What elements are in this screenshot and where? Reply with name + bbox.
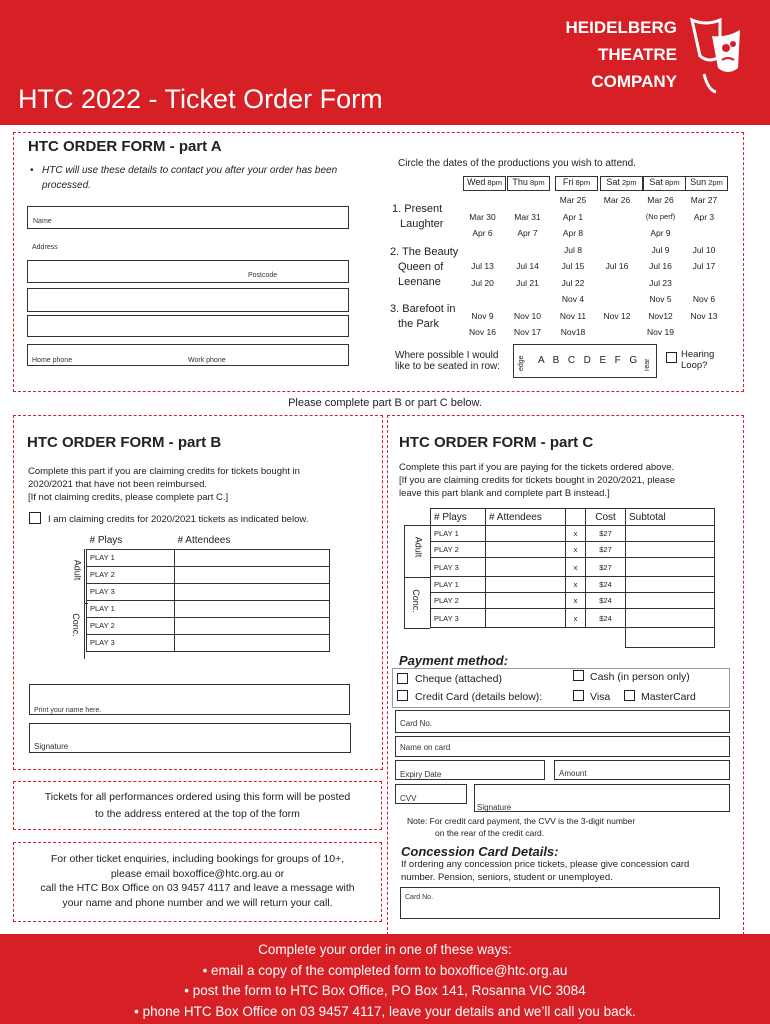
cost-cell: $24 — [586, 609, 626, 628]
attendees-cell[interactable] — [175, 600, 330, 617]
part-b-table — [86, 532, 330, 652]
subtotal-cell[interactable] — [626, 558, 715, 577]
address-field[interactable] — [27, 260, 349, 283]
subtotal-cell[interactable] — [626, 593, 715, 609]
performance-date[interactable] — [505, 291, 550, 308]
performance-date[interactable]: Nov 9 — [471, 310, 494, 321]
attendees-cell[interactable] — [486, 593, 566, 609]
part-b-conc-label: Conc. — [70, 613, 81, 637]
part-b-signature-field[interactable] — [29, 723, 351, 753]
mobile-field[interactable] — [27, 288, 349, 312]
part-b-col-attendees: # Attendees — [177, 534, 231, 546]
amount-label: Amount — [559, 769, 587, 778]
cvv-note: Note: For credit card payment, the CVV is the 3-digit number on the rear of the credit card. — [407, 816, 636, 838]
mastercard-checkbox[interactable] — [624, 690, 635, 701]
complete-part-note: Please complete part B or part C below. — [288, 397, 482, 409]
play-label: PLAY 1 — [431, 577, 486, 593]
part-a-note-text: HTC will use these details to contact you after your order has been processed. — [42, 165, 338, 191]
performance-date[interactable]: Mar 25 — [559, 195, 587, 206]
performance-date[interactable] — [505, 242, 550, 259]
footer-line-2: • email a copy of the completed form to boxoffice@htc.org.au — [202, 962, 568, 978]
multiply-sign: x — [566, 577, 586, 593]
performance-date[interactable] — [596, 275, 638, 292]
print-name-field[interactable] — [29, 684, 350, 715]
name-field[interactable] — [27, 206, 349, 229]
play-label: PLAY 3 — [87, 583, 175, 600]
attendees-cell[interactable] — [175, 549, 330, 566]
performance-date[interactable]: Nov 16 — [469, 327, 496, 338]
performance-date[interactable]: Jul 10 — [692, 244, 716, 255]
company-name-line3: COMPANY — [591, 72, 677, 91]
part-c-heading: HTC ORDER FORM - part C — [399, 434, 594, 451]
performance-date[interactable]: Nov 10 — [514, 310, 541, 321]
multiply-sign: x — [566, 558, 586, 577]
table-row — [87, 617, 330, 634]
subtotal-cell[interactable] — [626, 577, 715, 593]
subtotal-cell[interactable] — [626, 542, 715, 558]
performance-date[interactable]: Jul 9 — [651, 244, 670, 255]
performance-date[interactable]: Nov18 — [560, 327, 586, 338]
seating-row-selector[interactable] — [513, 344, 657, 378]
postcode-label: Postcode — [248, 272, 278, 279]
part-a-heading: HTC ORDER FORM - part A — [28, 138, 222, 155]
part-c-col-subtotal: Subtotal — [626, 509, 715, 526]
play-label: PLAY 2 — [87, 617, 175, 634]
part-c-conc-label: Conc. — [410, 589, 421, 613]
part-b-col-plays: # Plays — [89, 534, 123, 546]
address-label: Address — [32, 244, 58, 251]
performance-date[interactable] — [460, 192, 505, 209]
concession-heading: Concession Card Details: — [401, 844, 559, 859]
performance-date[interactable]: Jul 14 — [516, 261, 539, 272]
claim-credits-label: I am claiming credits for 2020/2021 tickets as indicated below. — [48, 514, 309, 525]
visa-label: Visa — [590, 691, 611, 703]
footer-line-1: Complete your order in one of these ways: — [258, 942, 512, 957]
part-b-adult-label: Adult — [72, 559, 83, 581]
cost-cell: $27 — [586, 558, 626, 577]
attendees-cell[interactable] — [175, 634, 330, 651]
cheque-checkbox[interactable] — [397, 673, 408, 684]
claim-credits-checkbox[interactable] — [29, 512, 41, 524]
seat-rows-letters[interactable]: A B C D E F G — [538, 355, 639, 366]
company-name — [540, 14, 677, 95]
performance-date[interactable]: Jul 8 — [564, 244, 582, 255]
performance-date[interactable] — [596, 209, 638, 226]
play-label: PLAY 2 — [431, 542, 486, 558]
payment-method-heading: Payment method: — [399, 653, 509, 668]
dates-table — [460, 192, 725, 341]
performance-date[interactable] — [460, 291, 505, 308]
part-b-description: Complete this part if you are claiming credits for tickets bought in 2020/2021 that have not been reimbursed. [If not claiming credits, please complete part C.] — [28, 466, 300, 503]
performance-date[interactable]: Mar 27 — [690, 195, 718, 206]
dates-row — [460, 242, 725, 259]
footer-line-4: • phone HTC Box Office on 03 9457 4117, leave your details and we’ll call you back. — [134, 1003, 636, 1019]
total-cell[interactable] — [626, 628, 715, 648]
performance-date[interactable]: Jul 17 — [692, 261, 716, 272]
play-label: PLAY 3 — [87, 634, 175, 651]
performance-date[interactable]: Mar 31 — [514, 211, 541, 222]
performance-date[interactable] — [596, 242, 638, 259]
performance-date[interactable]: Nov 17 — [514, 327, 541, 338]
performance-date[interactable]: (No perf) — [645, 212, 676, 222]
card-number-label: Card No. — [400, 719, 433, 728]
company-name-line2: THEATRE — [597, 45, 677, 64]
attendees-cell[interactable] — [175, 583, 330, 600]
subtotal-cell[interactable] — [626, 609, 715, 628]
performance-date[interactable]: Apr 1 — [562, 211, 584, 222]
performance-date[interactable]: Jul 15 — [561, 261, 585, 272]
concession-card-label: Card No. — [405, 894, 434, 901]
performance-date[interactable]: Nov 11 — [559, 310, 587, 321]
table-row — [431, 526, 715, 542]
attendees-cell[interactable] — [175, 566, 330, 583]
play-label: PLAY 2 — [87, 566, 175, 583]
name-on-card-label: Name on card — [400, 743, 451, 752]
name-field-label: Name — [33, 218, 52, 225]
dates-row — [460, 225, 725, 242]
performance-date[interactable] — [505, 192, 550, 209]
footer-text — [0, 940, 770, 1022]
attendees-cell[interactable] — [486, 542, 566, 558]
part-c-col-x — [566, 509, 586, 526]
attendees-cell[interactable] — [175, 617, 330, 634]
day-header: Fri 8pm — [555, 176, 598, 191]
expiry-date-label: Expiry Date — [400, 770, 442, 779]
part-c-col-attendees: # Attendees — [486, 509, 566, 526]
print-name-label: Print your name here. — [34, 707, 102, 714]
dates-row — [460, 192, 725, 209]
company-name-line1: HEIDELBERG — [565, 18, 677, 37]
circle-dates-instruction: Circle the dates of the productions you wish to attend. — [398, 158, 636, 169]
attendees-cell[interactable] — [486, 526, 566, 542]
mastercard-label: MasterCard — [641, 691, 696, 703]
credit-card-checkbox[interactable] — [397, 690, 408, 701]
hearing-loop-checkbox[interactable] — [666, 352, 677, 363]
performance-date[interactable]: Apr 3 — [693, 211, 715, 222]
play-3-name: 3. Barefoot in the Park — [390, 303, 456, 330]
dates-row — [460, 308, 725, 325]
dates-row — [460, 275, 725, 292]
multiply-sign: x — [566, 542, 586, 558]
part-c-table — [430, 508, 715, 648]
email-field[interactable] — [27, 315, 349, 337]
day-header: Sun 2pm — [685, 176, 728, 191]
table-row — [87, 583, 330, 600]
table-row — [87, 634, 330, 651]
hearing-loop-label: Hearing Loop? — [681, 349, 715, 371]
performance-date[interactable] — [596, 324, 638, 341]
performance-date[interactable]: Mar 30 — [469, 211, 496, 222]
play-label: PLAY 1 — [87, 549, 175, 566]
cheque-label: Cheque (attached) — [415, 673, 502, 685]
dates-row — [460, 258, 725, 275]
table-row — [431, 542, 715, 558]
part-b-signature-label: Signature — [34, 742, 69, 751]
table-row — [87, 549, 330, 566]
credit-card-label: Credit Card (details below): — [415, 691, 543, 703]
performance-date[interactable]: Jul 21 — [516, 277, 539, 288]
performance-date[interactable]: Nov 6 — [692, 294, 716, 305]
performance-date[interactable]: Jul 22 — [561, 277, 585, 288]
performance-date[interactable]: Apr 6 — [472, 228, 493, 239]
posted-note: Tickets for all performances ordered using this form will be posted to the address entered at the top of the form — [44, 791, 351, 820]
performance-date[interactable]: Nov 12 — [603, 310, 631, 321]
performance-date[interactable]: Jul 16 — [605, 261, 629, 272]
day-header: Thu 8pm — [507, 176, 550, 191]
multiply-sign: x — [566, 526, 586, 542]
cost-cell: $27 — [586, 542, 626, 558]
home-phone-label: Home phone — [32, 357, 73, 364]
amount-field[interactable] — [554, 760, 730, 780]
part-a-note: • HTC will use these details to contact you after your order has been processed. — [30, 163, 360, 193]
performance-date[interactable]: Nov 19 — [647, 327, 674, 338]
page-title: HTC 2022 - Ticket Order Form — [18, 84, 383, 114]
play-label: PLAY 1 — [87, 600, 175, 617]
dates-row — [460, 291, 725, 308]
part-c-adult-label: Adult — [413, 536, 424, 558]
multiply-sign: x — [566, 609, 586, 628]
edge-label: edge — [518, 355, 525, 371]
part-c-signature-label: Signature — [477, 803, 512, 812]
cvv-label: CVV — [400, 794, 417, 803]
play-label: PLAY 1 — [431, 526, 486, 542]
attendees-cell[interactable] — [486, 558, 566, 577]
company-logo-icon — [686, 16, 746, 96]
subtotal-cell[interactable] — [626, 526, 715, 542]
day-header: Sat 8pm — [643, 176, 686, 191]
performance-date[interactable] — [683, 275, 725, 292]
table-row — [431, 609, 715, 628]
performance-date[interactable]: Apr 9 — [650, 228, 671, 239]
table-row — [431, 558, 715, 577]
performance-date[interactable] — [596, 225, 638, 242]
table-row — [431, 593, 715, 609]
seating-label: Where possible I would like to be seated in row: — [395, 350, 501, 372]
concession-description: If ordering any concession price tickets, please give concession card number. Pension, seniors, student or unemployed. — [401, 859, 690, 883]
performance-date[interactable]: Jul 13 — [471, 261, 494, 272]
performance-date[interactable]: Jul 16 — [649, 261, 672, 272]
part-c-description: Complete this part if you are paying for the tickets ordered above. [If you are claiming credits for tickets bought in 2020/2021, please leave this part blank and complete part B instead.] — [399, 462, 676, 499]
card-number-field[interactable] — [395, 710, 730, 733]
performance-date[interactable]: Apr 7 — [517, 228, 538, 239]
rear-label: rear — [644, 358, 651, 371]
part-c-signature-field[interactable] — [474, 784, 730, 812]
performance-date[interactable]: Nov 5 — [649, 294, 672, 305]
cost-cell: $24 — [586, 577, 626, 593]
work-phone-label: Work phone — [188, 357, 226, 364]
performance-date[interactable] — [596, 291, 638, 308]
play-label: PLAY 3 — [431, 558, 486, 577]
day-header: Sat 2pm — [600, 176, 643, 191]
play-1-name: 1. Present Laughter — [392, 203, 444, 230]
dates-row — [460, 324, 725, 341]
play-label: PLAY 2 — [431, 593, 486, 609]
table-row — [87, 566, 330, 583]
table-row — [87, 600, 330, 617]
performance-date[interactable] — [683, 225, 725, 242]
part-b-heading: HTC ORDER FORM - part B — [27, 434, 222, 451]
performance-date[interactable]: Mar 26 — [603, 195, 631, 206]
dates-row — [460, 209, 725, 226]
play-label: PLAY 3 — [431, 609, 486, 628]
performance-date[interactable]: Apr 8 — [562, 228, 584, 239]
part-c-bracket-mid — [404, 577, 430, 578]
performance-date[interactable]: Mar 26 — [647, 195, 674, 206]
attendees-cell[interactable] — [486, 609, 566, 628]
performance-date[interactable]: Jul 23 — [649, 277, 672, 288]
day-header: Wed 8pm — [463, 176, 506, 191]
part-c-col-cost: Cost — [586, 509, 626, 526]
cvv-field[interactable] — [395, 784, 467, 804]
visa-checkbox[interactable] — [573, 690, 584, 701]
multiply-sign: x — [566, 593, 586, 609]
performance-date[interactable] — [683, 324, 725, 341]
attendees-cell[interactable] — [486, 577, 566, 593]
performance-date[interactable]: Jul 20 — [471, 277, 494, 288]
cost-cell: $24 — [586, 593, 626, 609]
play-2-name: 2. The Beauty Queen of Leenane — [390, 246, 459, 288]
footer-line-3: • post the form to HTC Box Office, PO Box 141, Rosanna VIC 3084 — [184, 983, 586, 998]
performance-date[interactable]: Nov 4 — [561, 294, 585, 305]
enquiries-text: For other ticket enquiries, including bookings for groups of 10+, please email boxoffice@htc.org.au or call the HTC Box Office on 03 9457 4117 and leave a message with your name and phone number and we will return your call. — [40, 853, 355, 909]
concession-card-field[interactable] — [400, 887, 720, 919]
performance-date[interactable]: Nov12 — [648, 310, 673, 321]
phone-field[interactable] — [27, 344, 349, 366]
part-c-col-plays: # Plays — [431, 509, 486, 526]
performance-date[interactable] — [460, 242, 505, 259]
table-row — [431, 577, 715, 593]
expiry-date-field[interactable] — [395, 760, 545, 780]
performance-date[interactable]: Nov 13 — [690, 310, 718, 321]
cash-label: Cash (in person only) — [590, 671, 690, 683]
name-on-card-field[interactable] — [395, 736, 730, 757]
cash-checkbox[interactable] — [573, 670, 584, 681]
cost-cell: $27 — [586, 526, 626, 542]
